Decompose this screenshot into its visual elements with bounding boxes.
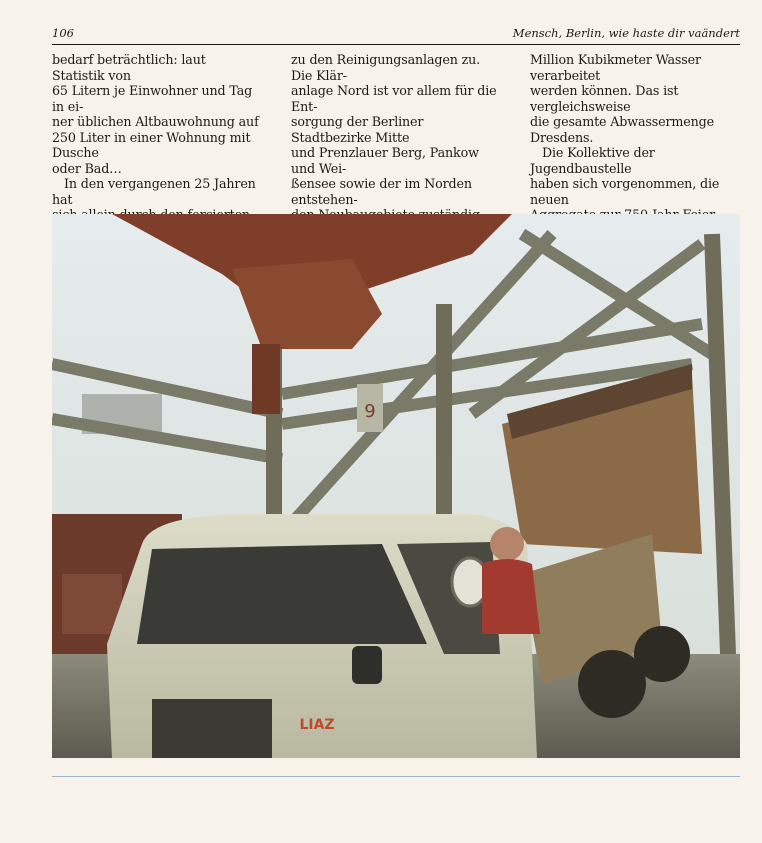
text-line: sorgung der Berliner Stadtbezirke Mitte — [291, 114, 424, 145]
bay-number: 9 — [364, 401, 376, 422]
text-line: oder Bad… — [52, 160, 122, 176]
truck-wheel — [634, 626, 690, 682]
front-mirror — [352, 646, 382, 684]
paragraph — [530, 52, 740, 145]
wagon-plate — [62, 574, 122, 634]
text-line: die gesamte Abwassermenge Dresdens. — [530, 114, 714, 145]
text-line: ßensee sowie der im Norden entstehen- — [291, 176, 472, 207]
truck-loading-photo — [52, 214, 740, 758]
text-line: Die Kollektive der Jugendbaustelle — [530, 145, 655, 176]
running-title: Mensch, Berlin, wie haste dir vaändert — [512, 26, 740, 40]
hopper-chute — [252, 344, 280, 414]
text-line: ner üblichen Altbauwohnung auf — [52, 114, 259, 129]
text-line: In den vergangenen 25 Jahren hat — [52, 176, 256, 207]
text-line: bedarf beträchtlich: laut Statistik von — [52, 52, 206, 83]
text-column-3 — [530, 52, 740, 208]
paragraph — [291, 52, 501, 223]
bottom-rule — [52, 776, 740, 777]
windshield — [137, 544, 427, 644]
page-header — [52, 26, 740, 45]
truck-brand-badge: LIAZ — [299, 717, 335, 733]
text-line: anlage Nord ist vor allem für die Ent- — [291, 83, 497, 114]
driver-shirt — [482, 559, 540, 634]
paragraph — [52, 52, 262, 176]
driver-head — [490, 527, 524, 561]
text-column-2 — [291, 52, 501, 208]
text-line: 250 Liter in einer Wohnung mit Dusche — [52, 129, 251, 160]
text-columns — [52, 52, 740, 208]
text-line: und Prenzlauer Berg, Pankow und Wei- — [291, 145, 479, 176]
radiator-grille — [152, 699, 272, 758]
text-line: haben sich vorgenommen, die neuen — [530, 176, 720, 207]
text-line: werden können. Das ist vergleichsweise — [530, 83, 679, 114]
text-line: zu den Reinigungsanlagen zu. Die Klär- — [291, 52, 481, 83]
text-line: 65 Litern je Einwohner und Tag in ei- — [52, 83, 253, 114]
text-column-1 — [52, 52, 262, 208]
photo-illustration — [52, 214, 740, 758]
page-number: 106 — [52, 26, 74, 40]
text-line: Million Kubikmeter Wasser verarbeitet — [530, 52, 701, 83]
